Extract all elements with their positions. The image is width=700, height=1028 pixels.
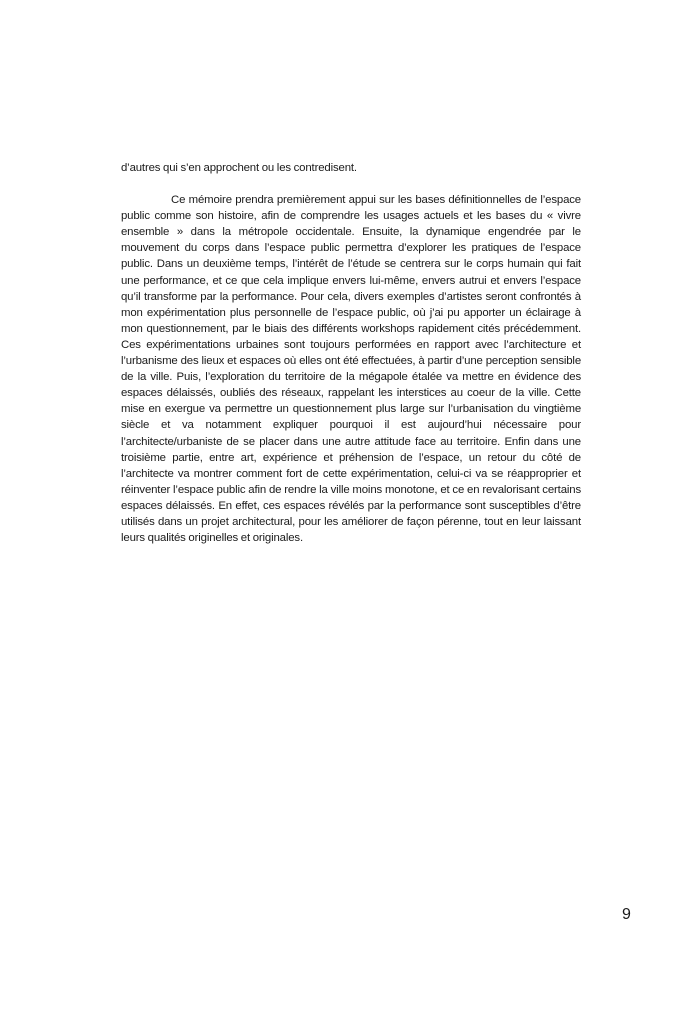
- body-text: [121, 160, 581, 546]
- paragraph-main: Ce mémoire prendra premièrement appui sur les bases définitionnelles de l’espace public comme son histoire, afin de comprendre les usages actuels et les bases du « vivre ensemble » dans la métropole occidentale. Ensuite, la dynamique engendrée par le mouvement du corps dans l’espace public permettra d’explorer les pratiques de l’espace public. Dans un deuxième temps, l’intérêt de l’étude se centrera sur le corps humain qui fait une performance, et ce que cela implique envers lui-même, envers autrui et envers l’espace qu’il transforme par la performance. Pour cela, divers exemples d’artistes seront confrontés à mon expérimentation plus personnelle de l’espace public, où j’ai pu apporter un éclairage à mon questionnement, par le biais des différents workshops rapidement cités précédemment. Ces expérimentations urbaines sont toujours performées en rapport avec l’architecture et l’urbanisme des lieux et espaces où elles ont été effectuées, à partir d’une perception sensible de la ville. Puis, l’exploration du territoire de la mégapole étalée va mettre en évidence des espaces délaissés, oubliés des réseaux, rappelant les interstices au coeur de la ville. Cette mise en exergue va permettre un questionnement plus large sur l’urbanisation du vingtième siècle et va notamment expliquer pourquoi il est aujourd’hui nécessaire pour l’architecte/urbaniste de se placer dans une autre attitude face au territoire. Enfin dans une troisième partie, entre art, expérience et préhension de l’espace, un retour du côté de l’architecte va montrer comment fort de cette expérimentation, celui-ci va se réapproprier et réinventer l’espace public afin de rendre la ville moins monotone, et ce en revalorisant certains espaces délaissés. En effet, ces espaces révélés par la performance sont susceptibles d’être utilisés dans un projet architectural, pour les améliorer de façon pérenne, tout en leur laissant leurs qualités originelles et originales.: [121, 194, 581, 545]
- page-number: 9: [622, 906, 631, 923]
- paragraph-continuation: d’autres qui s’en approchent ou les contredisent.: [121, 162, 357, 174]
